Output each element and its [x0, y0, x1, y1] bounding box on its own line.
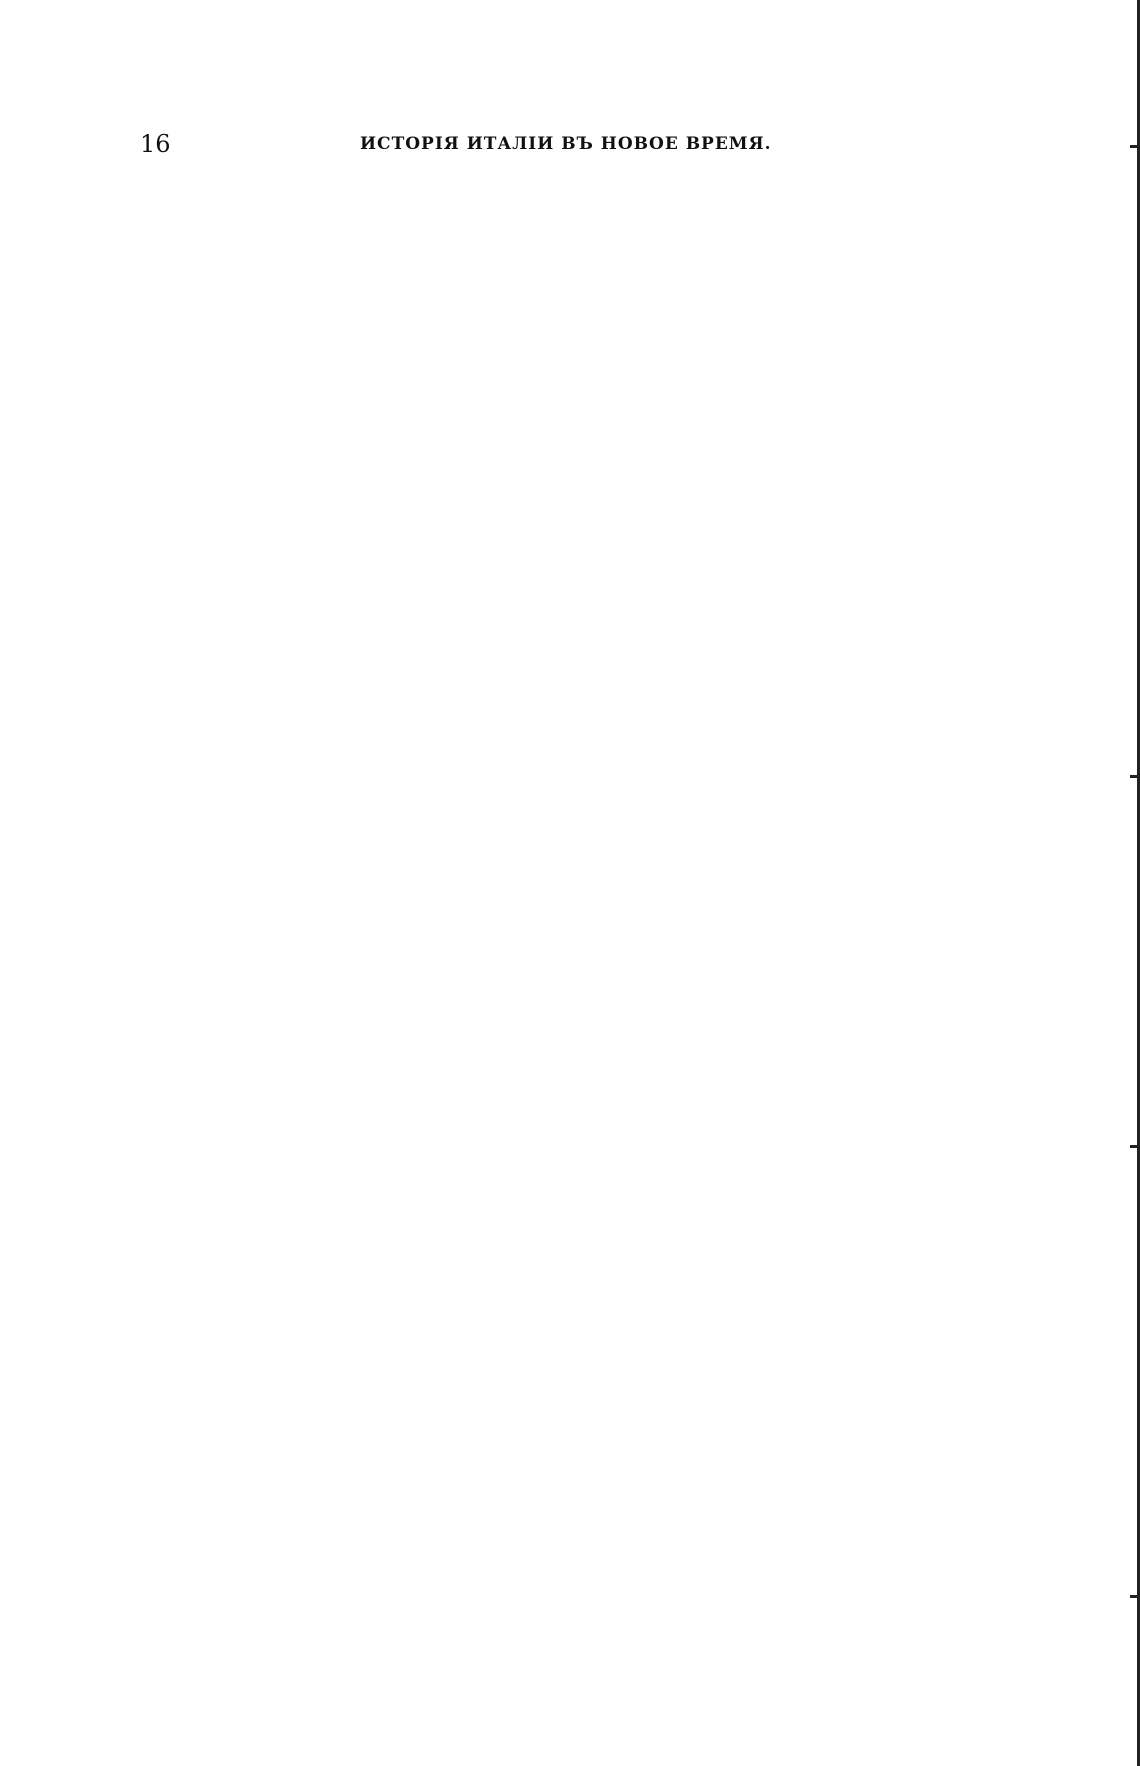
margin-tick	[1130, 145, 1140, 148]
page-number: 16	[140, 130, 171, 158]
body-text	[140, 190, 960, 1590]
margin-tick	[1130, 775, 1140, 778]
margin-tick	[1130, 1595, 1140, 1598]
running-head	[140, 130, 970, 160]
running-title: ИСТОРІЯ ИТАЛІИ ВЪ НОВОЕ ВРЕМЯ.	[360, 134, 772, 154]
margin-tick	[1130, 1145, 1140, 1148]
